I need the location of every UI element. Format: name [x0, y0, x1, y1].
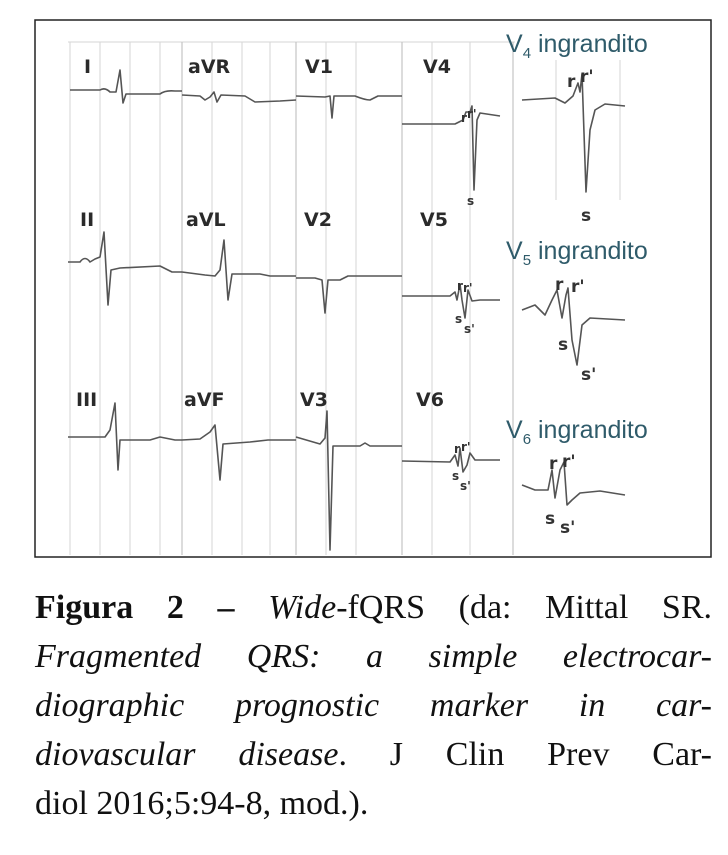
svg-text:r: r	[457, 279, 463, 293]
svg-text:s': s'	[464, 322, 475, 336]
svg-text:s: s	[581, 206, 592, 226]
lead-label-V3: V3	[300, 389, 328, 411]
enlarged-title-V6: $V_6$ ingrandito	[506, 416, 648, 448]
caption-figure-number: Figura 2 –	[35, 589, 235, 626]
caption-line: diovascular disease. J Clin Prev Car-	[35, 736, 712, 773]
lead-label-aVL: aVL	[186, 209, 226, 231]
svg-text:r': r'	[562, 452, 576, 472]
lead-label-aVR: aVR	[188, 56, 231, 78]
svg-text:s': s'	[460, 479, 471, 493]
caption-line: diographic prognostic marker in car-	[35, 687, 712, 724]
caption-line: Fragmented QRS: a simple electrocar-	[35, 638, 712, 675]
lead-label-V2: V2	[304, 209, 332, 231]
caption-line: Figura 2 – Wide-fQRS (da: Mittal SR.	[35, 589, 713, 626]
figure-caption	[35, 583, 712, 828]
enlarged-title-V4: $V_4$ ingrandito	[506, 30, 648, 62]
svg-text:s: s	[545, 509, 556, 529]
svg-text:r': r'	[467, 107, 477, 121]
svg-text:s: s	[467, 194, 475, 208]
lead-label-V4: V4	[423, 56, 451, 78]
lead-label-V6: V6	[416, 389, 444, 411]
svg-text:r': r'	[580, 67, 594, 87]
svg-text:r': r'	[571, 277, 585, 297]
svg-text:s: s	[558, 335, 569, 355]
svg-text:r: r	[454, 442, 460, 456]
svg-text:r: r	[567, 72, 576, 92]
lead-label-V1: V1	[305, 56, 333, 78]
svg-text:s: s	[455, 312, 463, 326]
svg-text:s': s'	[581, 365, 597, 385]
caption-line: diol 2016;5:94-8, mod.).	[35, 785, 369, 822]
svg-text:r: r	[549, 454, 558, 474]
svg-text:s': s'	[560, 518, 576, 538]
lead-label-V5: V5	[420, 209, 448, 231]
lead-label-I: I	[84, 56, 92, 78]
figure-frame	[35, 20, 711, 557]
svg-text:r': r'	[463, 281, 473, 295]
lead-label-III: III	[76, 389, 98, 411]
svg-text:r: r	[461, 111, 467, 125]
svg-text:r: r	[555, 275, 564, 295]
enlarged-title-V5: $V_5$ ingrandito	[506, 237, 648, 269]
svg-text:s: s	[452, 469, 460, 483]
lead-label-aVF: aVF	[184, 389, 225, 411]
svg-text:r': r'	[461, 440, 471, 454]
lead-label-II: II	[80, 209, 95, 231]
